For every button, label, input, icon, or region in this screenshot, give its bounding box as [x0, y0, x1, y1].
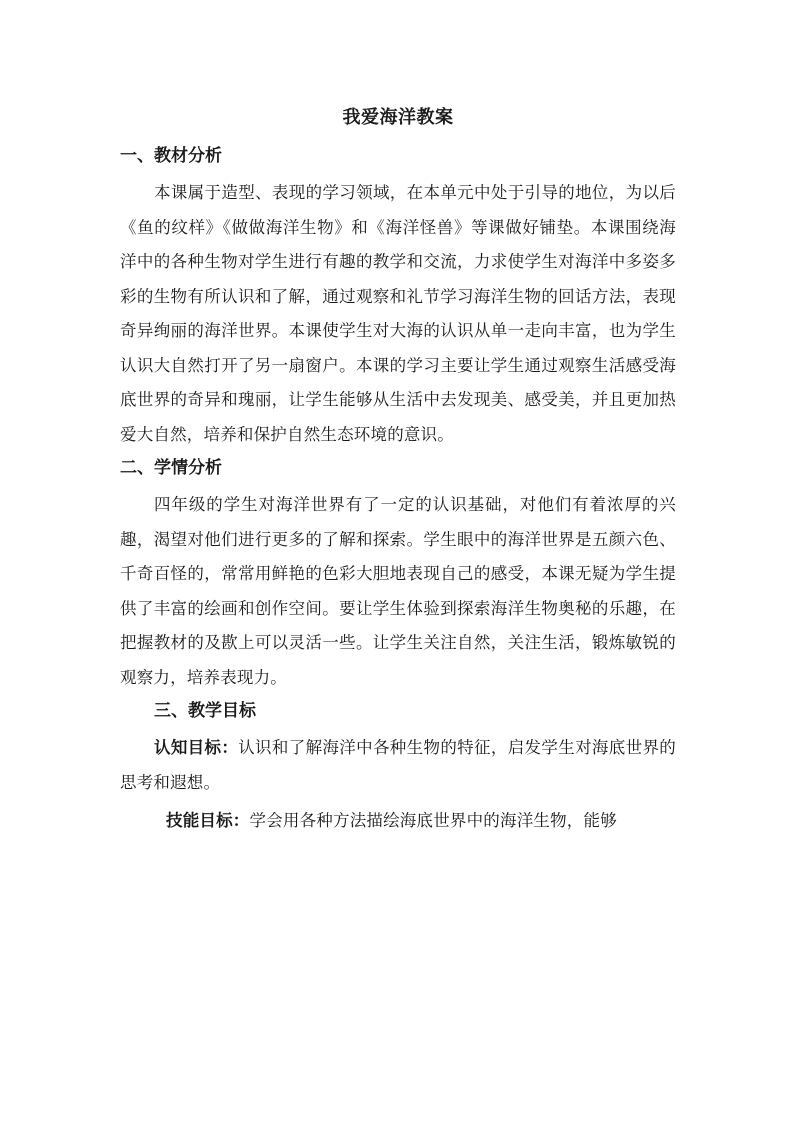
goal-cognitive-label: 认知目标：: [154, 738, 239, 757]
document-content: [120, 104, 676, 843]
goal-skill: [120, 804, 676, 839]
document-title: 我爱海洋教案: [342, 107, 454, 128]
section-heading-student-analysis: 二、学情分析: [120, 458, 222, 478]
goal-skill-text: 学会用各种方法描绘海底世界中的海洋生物，能够: [249, 811, 617, 830]
goal-cognitive-text: 认识和了解海洋中各种生物的特征，启发学生对海底世界的思考和遐想。: [120, 738, 676, 792]
goal-cognitive: [120, 731, 676, 800]
section-heading-teaching-goals: 三、教学目标: [154, 701, 256, 721]
paragraph-student-analysis: 四年级的学生对海洋世界有了一定的认识基础，对他们有着浓厚的兴趣，渴望对他们进行更多的了解和探索。学生眼中的海洋世界是五颜六色、千奇百怪的，常常用鲜艳的色彩大胆地表现自己的感受，本课无疑为学生提供了丰富的绘画和创作空间。要让学生体验到探索海洋生物奥秘的乐趣，在把握教材的及歁上可以灵活一些。让学生关注自然，关注生活，锻炼敏锐的观察力，培养表现力。: [120, 495, 676, 687]
section-heading-textbook-analysis: 一、教材分析: [120, 146, 222, 166]
goal-skill-label: 技能目标：: [166, 811, 250, 830]
paragraph-textbook-analysis: 本课属于造型、表现的学习领域，在本单元中处于引导的地位，为以后《鱼的纹样》《做做海洋生物》和《海洋怪兽》等课做好铺垫。本课围绕海洋中的各种生物对学生进行有趣的教学和交流，力求使学生对海洋中多姿多彩的生物有所认识和了解，通过观察和礼节学习海洋生物的回话方法，表现奇异绚丽的海洋世界。本课使学生对大海的认识从单一走向丰富，也为学生认识大自然打开了另一扇窗户。本课的学习主要让学生通过观察生活感受海底世界的奇异和瑰丽，让学生能够从生活中去发现美、感受美，并且更加热爱大自然，培养和保护自然生态环境的意识。: [120, 183, 676, 444]
